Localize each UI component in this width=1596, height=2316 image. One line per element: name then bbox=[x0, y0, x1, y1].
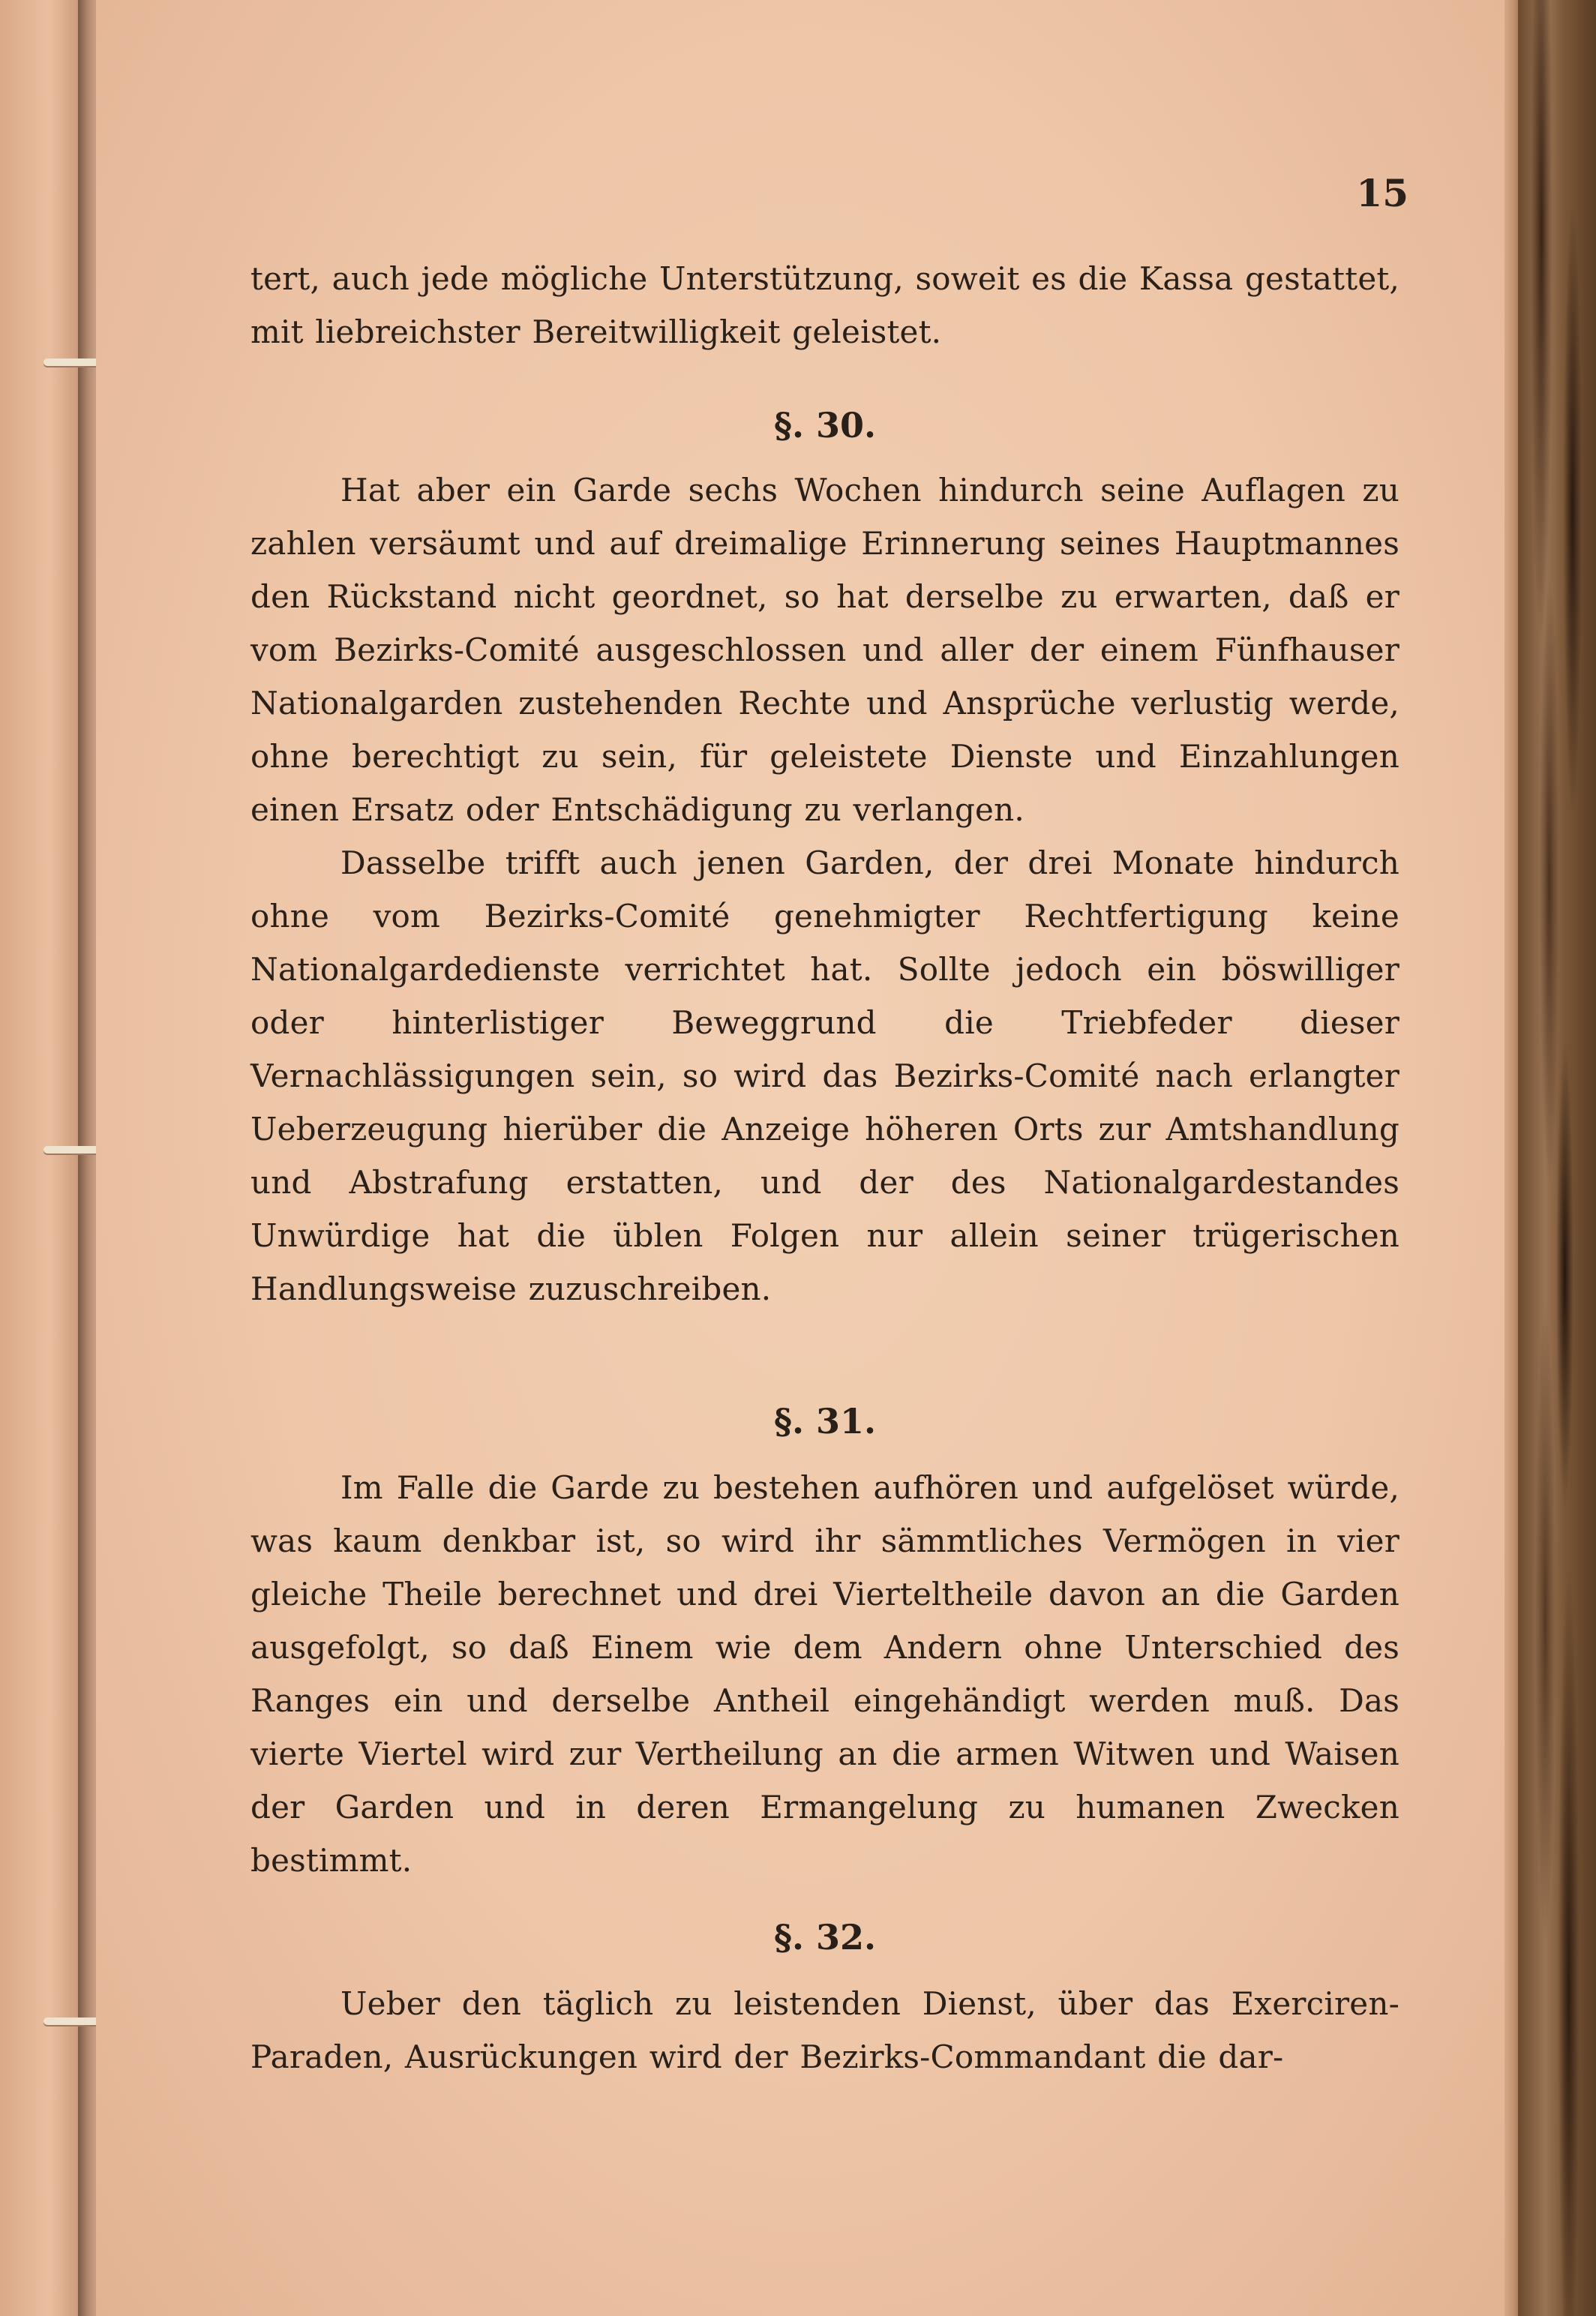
continuation-text bbox=[250, 252, 1400, 358]
section-heading-32: §. 32. bbox=[773, 1917, 877, 1958]
section-30-paragraph-2: Dasselbe trifft auch jenen Garden, der drei Monate hindurch ohne vom Bezirks-Comité genehmigter Rechtfertigung keine Nationalgardedienste verrichtet hat. Sollte jedoch ein böswilliger oder hinterlistiger Beweggrund die Triebfeder dieser Vernachlässigungen sein, so wird das Bezirks-Comité nach erlangter Ueberzeugung hierüber die Anzeige höheren Orts zur Amtshandlung und Abstrafung erstatten, und der des Nationalgardestandes Unwürdige hat die üblen Folgen nur allein seiner trügerischen Handlungsweise zuzuschreiben. bbox=[250, 844, 1400, 1307]
section-31-paragraph-1: Im Falle die Garde zu bestehen aufhören und aufgelöset würde, was kaum denkbar ist, so wird ihr sämmtliches Vermögen in vier gleiche Theile berechnet und drei Vierteltheile davon an die Garden ausgefolgt, so daß Einem wie dem Andern ohne Unterschied des Ranges ein und derselbe Antheil eingehändigt werden muß. Das vierte Viertel wird zur Vertheilung an die armen Witwen und Waisen der Garden und in deren Ermangelung zu humanen Zwecken bestimmt. bbox=[250, 1469, 1400, 1879]
marbled-cover bbox=[1518, 0, 1596, 2316]
section-32-body bbox=[250, 1977, 1400, 2084]
section-heading-31: §. 31. bbox=[773, 1401, 877, 1442]
page-number: 15 bbox=[1356, 171, 1408, 215]
section-32-paragraph-1: Ueber den täglich zu leistenden Dienst, über das Exerciren-Paraden, Ausrückungen wird der Bezirks-Commandant die dar- bbox=[250, 1985, 1400, 2075]
book-page bbox=[96, 0, 1515, 2316]
section-30-paragraph-1: Hat aber ein Garde sechs Wochen hindurch seine Auflagen zu zahlen versäumt und auf dreimalige Erinnerung seines Hauptmannes den Rückstand nicht geordnet, so hat derselbe zu erwarten, daß er vom Bezirks-Comité ausgeschlossen und aller der einem Fünfhauser Nationalgarden zustehenden Rechte und Ansprüche verlustig werde, ohne berechtigt zu sein, für geleistete Dienste und Einzahlungen einen Ersatz oder Entschädigung zu verlangen. bbox=[250, 472, 1400, 828]
section-30-body bbox=[250, 464, 1400, 1316]
section-31-body bbox=[250, 1461, 1400, 1887]
section-heading-30: §. 30. bbox=[773, 405, 877, 446]
continuation-paragraph: tert, auch jede mögliche Unterstützung, soweit es die Kassa gestattet, mit liebreichster Bereitwilligkeit geleistet. bbox=[250, 260, 1400, 350]
facing-page-edge bbox=[0, 0, 90, 2316]
